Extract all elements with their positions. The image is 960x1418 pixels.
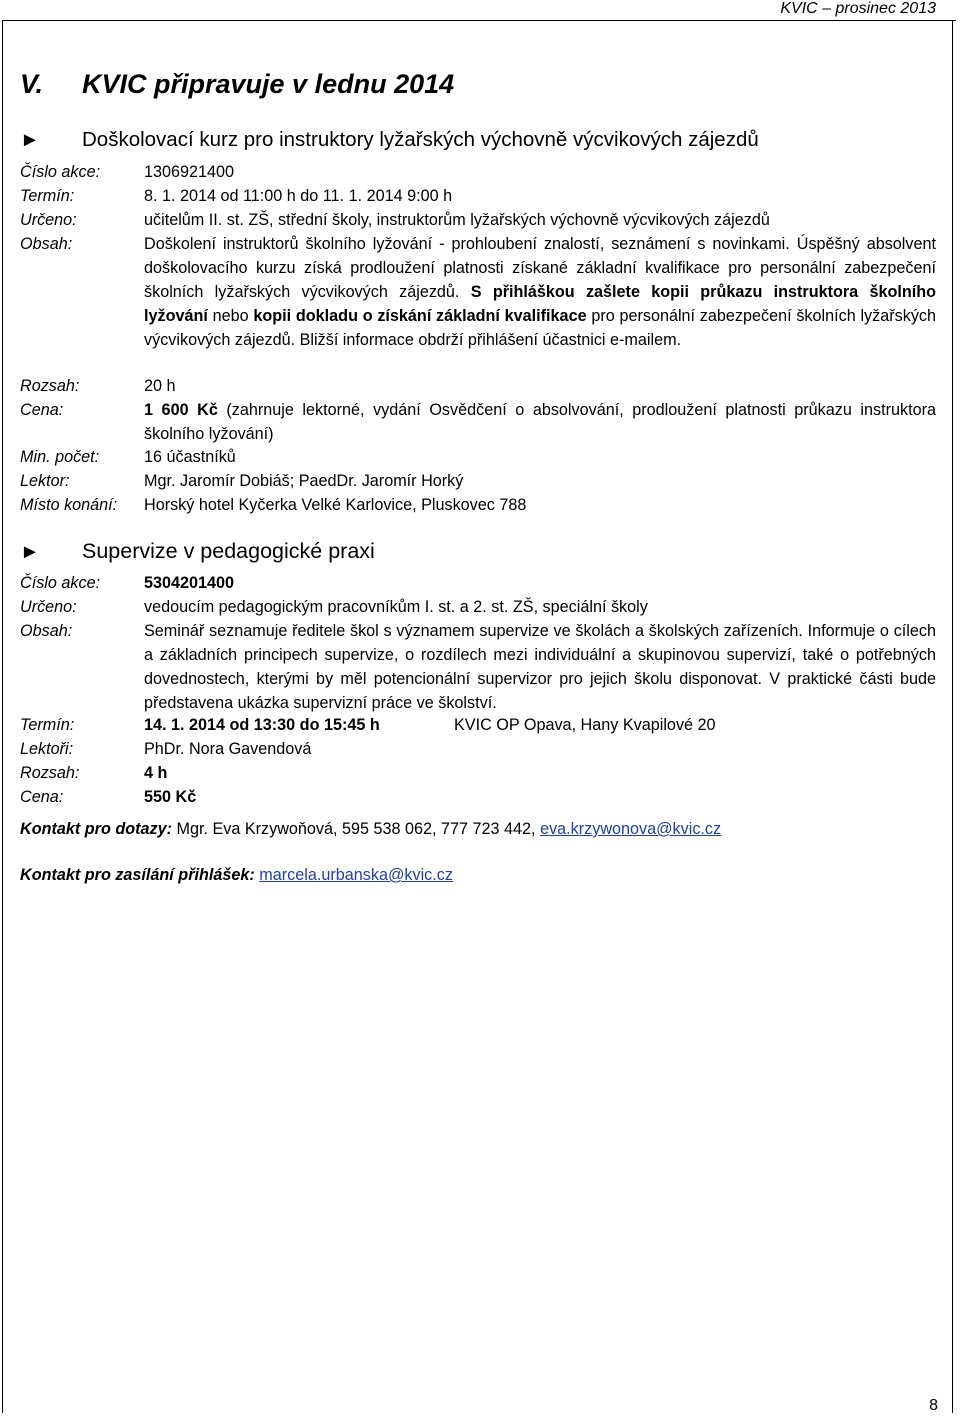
course2-title: Supervize v pedagogické praxi [82, 539, 375, 563]
value: PhDr. Nora Gavendová [144, 740, 312, 758]
email-link-prihlasky[interactable]: marcela.urbanska@kvic.cz [259, 866, 453, 884]
course2-rozsah-row [20, 761, 936, 785]
section-number: V. [20, 69, 44, 99]
course2-cislo-row [20, 571, 936, 595]
value [144, 232, 936, 352]
contact-prihlasky: Kontakt pro zasílání přihlášek: marcela.urbanska@kvic.cz [20, 866, 453, 884]
value [144, 571, 936, 595]
label: Cena: [20, 401, 64, 419]
obsah-bold-2: kopii dokladu o získání základní kvalifikace [253, 307, 587, 325]
value: Horský hotel Kyčerka Velké Karlovice, Pluskovec 788 [144, 496, 527, 514]
course1-urceno-row [20, 208, 936, 232]
label: Obsah: [20, 622, 73, 640]
label: Místo konání: [20, 496, 118, 514]
value: Mgr. Jaromír Dobiáš; PaedDr. Jaromír Horký [144, 472, 464, 490]
label: Lektoři: [20, 740, 74, 758]
label: Cena: [20, 788, 64, 806]
contact-dotazy-label: Kontakt pro dotazy [20, 820, 167, 838]
cena-value: 550 Kč [144, 788, 197, 806]
running-header: KVIC – prosinec 2013 [780, 0, 936, 17]
label: Min. počet: [20, 448, 100, 466]
contact-dotazy: Kontakt pro dotazy: Mgr. Eva Krzywoňová, 595 538 062, 777 723 442, eva.krzywonova@kvic.cz [20, 820, 722, 838]
value: 16 účastníků [144, 448, 236, 466]
course1-lektor-row [20, 469, 936, 493]
rozsah-value: 4 h [144, 764, 168, 782]
section-title-text: KVIC připravuje v lednu 2014 [82, 69, 455, 99]
obsah-tail: pro personální zabezpečení školních lyžařských výcvikových zájezdů. Bližší informace obdrží přihlášení účastnici e-mailem. [144, 307, 937, 349]
obsah-bold-1: S přihláškou zašlete kopii průkazu instruktora školního lyžování [144, 283, 937, 325]
course1-title: Doškolovací kurz pro instruktory lyžařských výchovně výcvikových zájezdů [82, 128, 759, 151]
value [144, 398, 936, 446]
label: Obsah: [20, 235, 73, 253]
obsah-mid: nebo [212, 307, 249, 325]
value [144, 761, 936, 785]
header-rule [2, 20, 956, 21]
value: 20 h [144, 377, 176, 395]
arrow-right-icon: ► [20, 541, 40, 563]
label: Rozsah: [20, 377, 80, 395]
value: Seminář seznamuje ředitele škol s významem supervize ve školách a školských zařízeních. Informuje o cílech a základních principech supervize, o rozdílech mezi individuální a skupinovou supervizí, také o potřebných dovednostech, kterými by měl potencionální supervizor pro jejich školu disponovat. V praktické části bude představena ukázka supervizní práce ve školství. [144, 622, 936, 712]
page-number: 8 [929, 1397, 938, 1414]
value [144, 785, 936, 809]
value [144, 713, 936, 737]
label: Číslo akce: [20, 574, 101, 592]
course2-heading [20, 538, 375, 565]
course1-min-row [20, 445, 936, 469]
course1-misto-row [20, 493, 936, 517]
section-title [20, 68, 454, 100]
course1-rozsah-row [20, 374, 936, 398]
termin-place: KVIC OP Opava, Hany Kvapilové 20 [454, 716, 716, 734]
obsah-text: Doškolení instruktorů školního lyžování - prohloubení znalostí, seznámení s novinkami. Úspěšný absolvent doškolovacího kurzu získá prodloužení platnosti získané základní kvalifikace pro personální zabezpečení školních lyžařských výcvikových zájezdů. [144, 235, 936, 301]
label: Určeno: [20, 211, 77, 229]
value: učitelům II. st. ZŠ, střední školy, instruktorům lyžařských výchovně výcvikových zájezdů [144, 211, 770, 229]
cena-price: 1 600 Kč [144, 401, 218, 419]
course1-obsah-row [20, 232, 936, 352]
label: Určeno: [20, 598, 77, 616]
course2-termin-row [20, 713, 936, 737]
course1-cislo-row [20, 160, 936, 184]
cena-note: (zahrnuje lektorné, vydání Osvědčení o absolvování, prodloužení platnosti průkazu instruktora školního lyžování) [144, 401, 937, 443]
course2-cena-row [20, 785, 936, 809]
contact-prihlasky-label: Kontakt pro zasílání přihlášek [20, 866, 250, 884]
value: vedoucím pedagogickým pracovníkům I. st. a 2. st. ZŠ, speciální školy [144, 598, 648, 616]
label: Termín: [20, 716, 75, 734]
contact-dotazy-text: Mgr. Eva Krzywoňová, 595 538 062, 777 723 442, [176, 820, 536, 838]
label: Termín: [20, 187, 75, 205]
termin-date: 14. 1. 2014 od 13:30 do 15:45 h [144, 716, 380, 734]
course1-cena-row [20, 398, 936, 446]
course2-lektori-row [20, 737, 936, 761]
label: Lektor: [20, 472, 70, 490]
value: 8. 1. 2014 od 11:00 h do 11. 1. 2014 9:00 h [144, 187, 453, 205]
label: Číslo akce: [20, 163, 101, 181]
label: Rozsah: [20, 764, 80, 782]
course2-urceno-row [20, 595, 936, 619]
course2-obsah-row [20, 619, 936, 715]
cislo-value: 5304201400 [144, 574, 235, 592]
arrow-right-icon: ► [20, 129, 40, 151]
email-link-dotazy[interactable]: eva.krzywonova@kvic.cz [540, 820, 722, 838]
course1-heading [20, 127, 759, 153]
value: 1306921400 [144, 163, 235, 181]
course1-termin-row [20, 184, 936, 208]
